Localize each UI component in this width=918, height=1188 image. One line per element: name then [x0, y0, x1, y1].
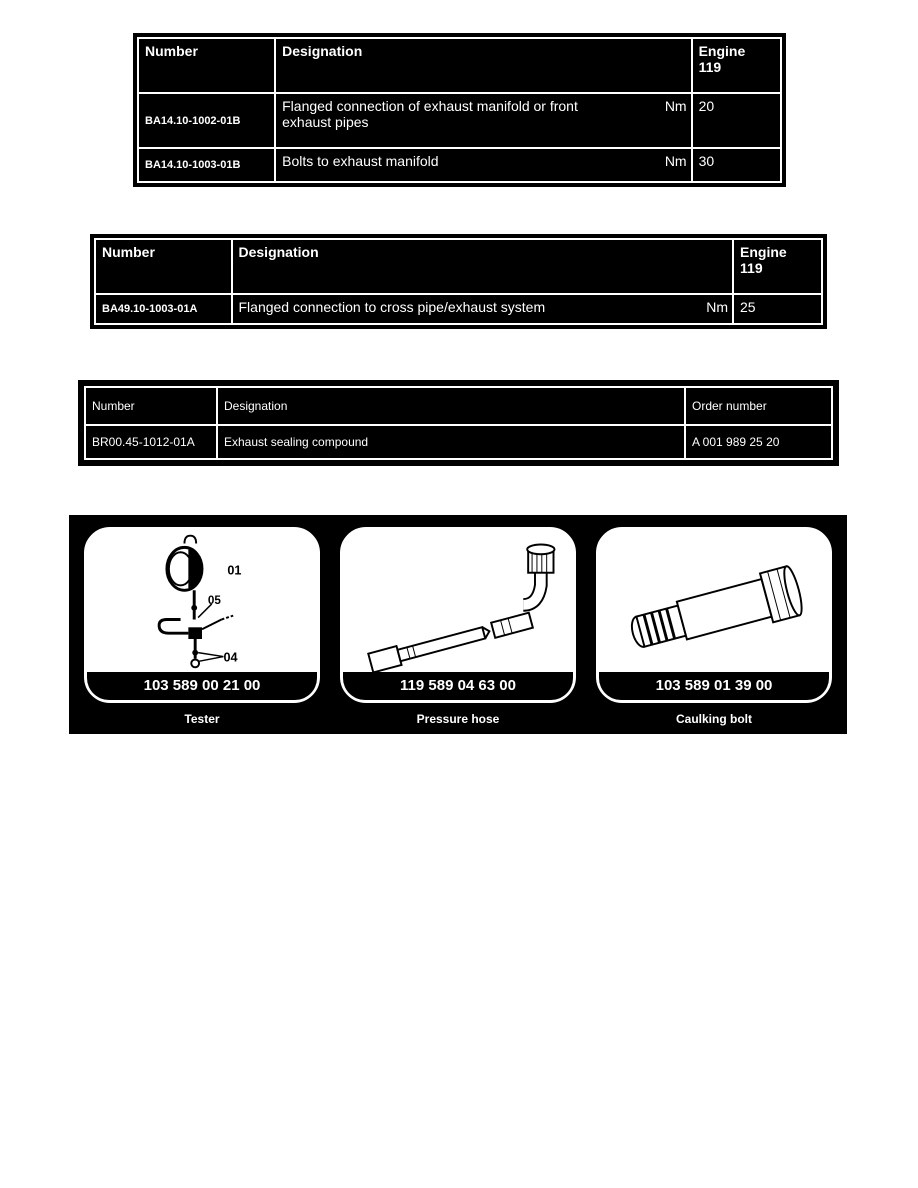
torque-table-1 — [133, 33, 786, 187]
header-designation: Designation — [232, 239, 734, 294]
table-row — [138, 148, 781, 182]
pressure-hose-illustration — [343, 530, 573, 672]
special-tools-panel — [69, 515, 847, 734]
row-number: BA14.10-1002-01B — [138, 93, 275, 148]
row-number: BA14.10-1003-01B — [138, 148, 275, 182]
tool-card-tester — [84, 527, 320, 703]
part-number: 103 589 01 39 00 — [599, 672, 829, 700]
unit-label: Nm — [664, 98, 687, 114]
designation-text: Bolts to exhaust manifold — [282, 153, 439, 169]
row-value: 20 — [692, 93, 781, 148]
caption-pressure-hose: Pressure hose — [416, 712, 500, 726]
header-designation: Designation — [217, 387, 685, 425]
callout-05: 05 — [207, 593, 221, 607]
callout-01: 01 — [227, 563, 242, 578]
row-number: BA49.10-1003-01A — [95, 294, 232, 324]
row-designation — [232, 294, 734, 324]
torque-table-2 — [90, 234, 827, 329]
row-value: 25 — [733, 294, 822, 324]
table-row — [138, 93, 781, 148]
unit-label: Nm — [706, 299, 729, 315]
designation-text: Flanged connection to cross pipe/exhaust system — [238, 299, 546, 315]
unit-label: Nm — [664, 153, 687, 169]
header-number: Number — [138, 38, 275, 93]
row-designation: Exhaust sealing compound — [217, 425, 685, 459]
header-designation: Designation — [275, 38, 691, 93]
header-engine: Engine 119 — [733, 239, 822, 294]
caption-tester: Tester — [184, 712, 220, 726]
table-row — [95, 294, 822, 324]
caption-caulking-bolt: Caulking bolt — [676, 712, 752, 726]
row-number: BR00.45-1012-01A — [85, 425, 217, 459]
row-value: 30 — [692, 148, 781, 182]
designation-text: Flanged connection of exhaust manifold or front exhaust pipes — [282, 98, 578, 130]
header-engine: Engine 119 — [692, 38, 781, 93]
table-row — [85, 425, 832, 459]
header-number: Number — [95, 239, 232, 294]
tool-card-caulking-bolt — [596, 527, 832, 703]
materials-table — [78, 380, 839, 466]
row-designation — [275, 93, 691, 148]
caulking-bolt-illustration — [599, 530, 829, 672]
part-number: 103 589 00 21 00 — [87, 672, 317, 700]
row-designation — [275, 148, 691, 182]
row-order-number: A 001 989 25 20 — [685, 425, 832, 459]
tester-illustration — [87, 530, 317, 672]
header-order-number: Order number — [685, 387, 832, 425]
part-number: 119 589 04 63 00 — [343, 672, 573, 700]
tool-card-pressure-hose — [340, 527, 576, 703]
callout-04: 04 — [223, 650, 238, 665]
header-number: Number — [85, 387, 217, 425]
